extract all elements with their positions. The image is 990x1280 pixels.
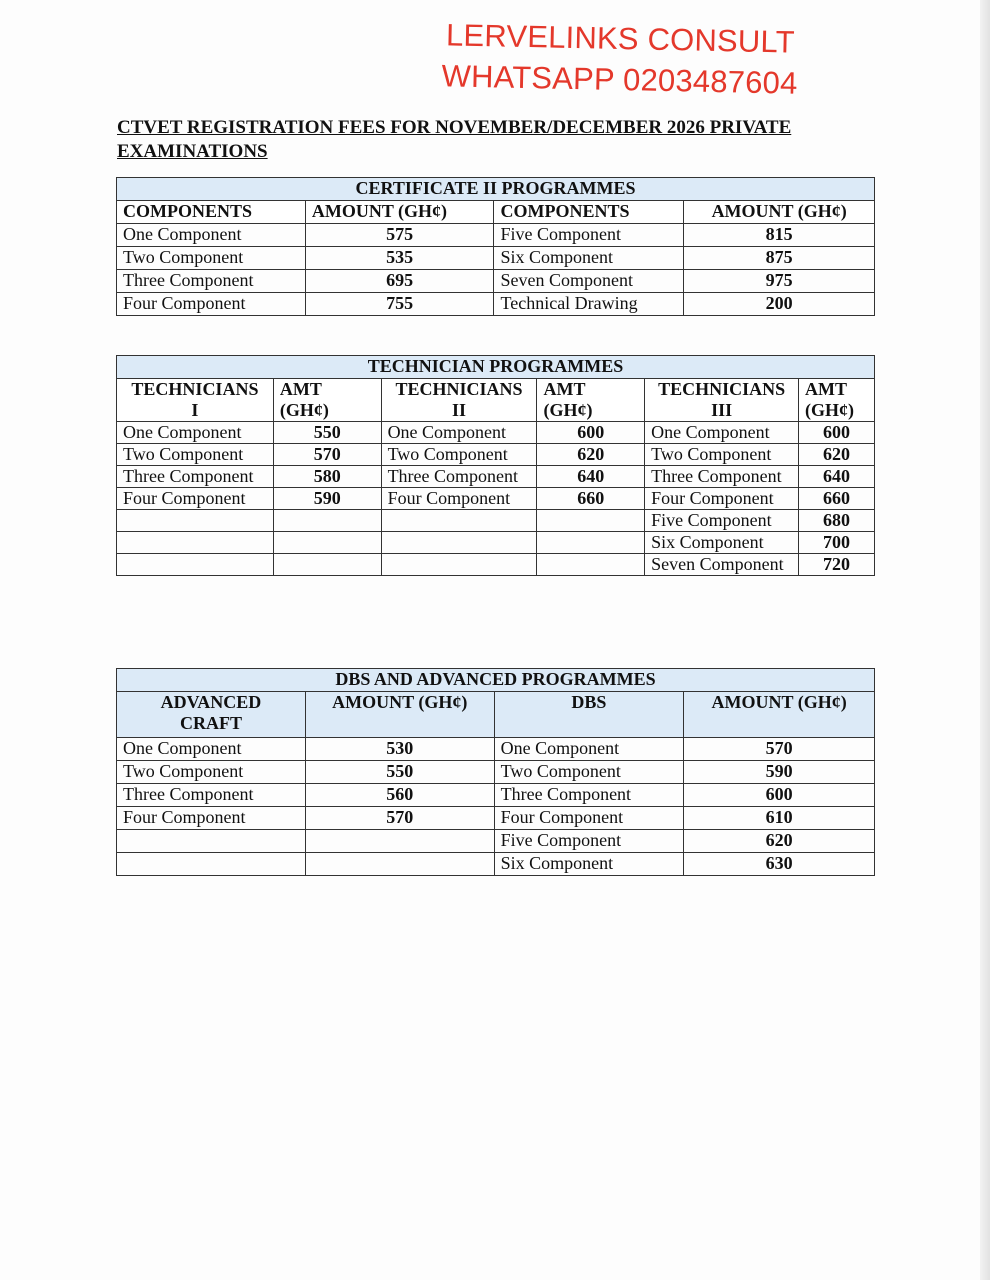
amount-cell: 660 <box>799 488 875 510</box>
table-row <box>117 293 875 316</box>
amount-cell: 550 <box>305 761 494 784</box>
amount-cell <box>537 510 645 532</box>
column-header: DBS <box>494 692 684 738</box>
amount-cell <box>305 830 494 853</box>
component-cell: Two Component <box>494 761 684 784</box>
header-row <box>117 692 875 738</box>
column-header: AMOUNT (GH¢) <box>305 201 494 224</box>
amount-cell: 575 <box>305 224 494 247</box>
amount-cell: 580 <box>273 466 381 488</box>
component-cell <box>117 554 274 576</box>
amount-cell: 680 <box>799 510 875 532</box>
amount-cell: 600 <box>799 422 875 444</box>
watermark-header <box>419 14 821 104</box>
table-row <box>117 510 875 532</box>
component-cell: Two Component <box>117 761 306 784</box>
table-row <box>117 807 875 830</box>
component-cell: Seven Component <box>645 554 799 576</box>
component-cell: Five Component <box>494 224 684 247</box>
component-cell: Four Component <box>645 488 799 510</box>
table-row <box>117 466 875 488</box>
component-cell: Three Component <box>117 270 306 293</box>
table-row <box>117 830 875 853</box>
column-header: COMPONENTS <box>494 201 684 224</box>
header-row <box>117 379 875 422</box>
component-cell: Four Component <box>117 293 306 316</box>
column-header: AMOUNT (GH¢) <box>684 201 875 224</box>
component-cell: Six Component <box>494 247 684 270</box>
table-row <box>117 554 875 576</box>
table-row <box>117 738 875 761</box>
amount-cell <box>273 532 381 554</box>
component-cell: Two Component <box>117 444 274 466</box>
amount-cell: 640 <box>799 466 875 488</box>
amount-cell: 695 <box>305 270 494 293</box>
amount-cell: 620 <box>537 444 645 466</box>
header-row <box>117 201 875 224</box>
column-header: TECHNICIANS III <box>645 379 799 422</box>
component-cell <box>117 830 306 853</box>
column-header: AMOUNT (GH¢) <box>305 692 494 738</box>
amount-cell: 590 <box>684 761 875 784</box>
column-header: AMOUNT (GH¢) <box>684 692 875 738</box>
component-cell: Technical Drawing <box>494 293 684 316</box>
amount-cell: 535 <box>305 247 494 270</box>
component-cell: Six Component <box>494 853 684 876</box>
component-cell: Five Component <box>494 830 684 853</box>
table-row <box>117 761 875 784</box>
amount-cell: 700 <box>799 532 875 554</box>
amount-cell: 530 <box>305 738 494 761</box>
table-banner: TECHNICIAN PROGRAMMES <box>117 356 875 379</box>
component-cell: Two Component <box>381 444 537 466</box>
table-row <box>117 224 875 247</box>
column-header: ADVANCED CRAFT <box>117 692 306 738</box>
component-cell: Four Component <box>381 488 537 510</box>
document-title: CTVET REGISTRATION FEES FOR NOVEMBER/DECEMBER 2026 PRIVATE EXAMINATIONS <box>117 117 792 162</box>
component-cell: Four Component <box>117 488 274 510</box>
component-cell: Seven Component <box>494 270 684 293</box>
amount-cell: 610 <box>684 807 875 830</box>
component-cell: Six Component <box>645 532 799 554</box>
amount-cell <box>305 853 494 876</box>
amount-cell <box>537 532 645 554</box>
table-row <box>117 784 875 807</box>
component-cell <box>117 510 274 532</box>
table-banner: DBS AND ADVANCED PROGRAMMES <box>117 669 875 692</box>
component-cell <box>381 510 537 532</box>
component-cell: One Component <box>117 422 274 444</box>
amount-cell: 570 <box>684 738 875 761</box>
table-row <box>117 270 875 293</box>
component-cell: Five Component <box>645 510 799 532</box>
certificate-ii-table <box>116 177 875 316</box>
amount-cell: 570 <box>305 807 494 830</box>
amount-cell: 200 <box>684 293 875 316</box>
component-cell: Four Component <box>494 807 684 830</box>
amount-cell: 560 <box>305 784 494 807</box>
amount-cell: 660 <box>537 488 645 510</box>
component-cell <box>381 554 537 576</box>
component-cell: One Component <box>381 422 537 444</box>
component-cell <box>117 532 274 554</box>
amount-cell: 975 <box>684 270 875 293</box>
component-cell: Four Component <box>117 807 306 830</box>
component-cell: One Component <box>494 738 684 761</box>
dbs-advanced-table <box>116 668 875 876</box>
column-header: TECHNICIANS I <box>117 379 274 422</box>
table-row <box>117 488 875 510</box>
table-row <box>117 247 875 270</box>
component-cell: Three Component <box>645 466 799 488</box>
amount-cell: 620 <box>799 444 875 466</box>
amount-cell: 570 <box>273 444 381 466</box>
amount-cell: 620 <box>684 830 875 853</box>
amount-cell: 590 <box>273 488 381 510</box>
column-header: AMT (GH¢) <box>537 379 645 422</box>
table-row <box>117 853 875 876</box>
component-cell: Three Component <box>494 784 684 807</box>
table-row <box>117 422 875 444</box>
amount-cell <box>273 510 381 532</box>
component-cell: Two Component <box>117 247 306 270</box>
table-row <box>117 532 875 554</box>
component-cell <box>381 532 537 554</box>
component-cell: Three Component <box>381 466 537 488</box>
amount-cell: 600 <box>684 784 875 807</box>
component-cell <box>117 853 306 876</box>
amount-cell: 630 <box>684 853 875 876</box>
column-header: AMT (GH¢) <box>799 379 875 422</box>
amount-cell <box>537 554 645 576</box>
amount-cell: 550 <box>273 422 381 444</box>
page-edge-shadow <box>980 0 990 1280</box>
column-header: AMT (GH¢) <box>273 379 381 422</box>
technician-programmes-table <box>116 355 875 576</box>
component-cell: Three Component <box>117 466 274 488</box>
brand-name: LERVELINKS CONSULT <box>445 17 796 60</box>
brand-whatsapp: WHATSAPP 0203487604 <box>441 58 798 101</box>
component-cell: One Component <box>117 738 306 761</box>
column-header: COMPONENTS <box>117 201 306 224</box>
amount-cell: 600 <box>537 422 645 444</box>
amount-cell: 815 <box>684 224 875 247</box>
column-header: TECHNICIANS II <box>381 379 537 422</box>
component-cell: Two Component <box>645 444 799 466</box>
table-row <box>117 444 875 466</box>
amount-cell <box>273 554 381 576</box>
amount-cell: 875 <box>684 247 875 270</box>
table-banner: CERTIFICATE II PROGRAMMES <box>117 178 875 201</box>
amount-cell: 720 <box>799 554 875 576</box>
amount-cell: 640 <box>537 466 645 488</box>
amount-cell: 755 <box>305 293 494 316</box>
component-cell: One Component <box>117 224 306 247</box>
component-cell: Three Component <box>117 784 306 807</box>
component-cell: One Component <box>645 422 799 444</box>
